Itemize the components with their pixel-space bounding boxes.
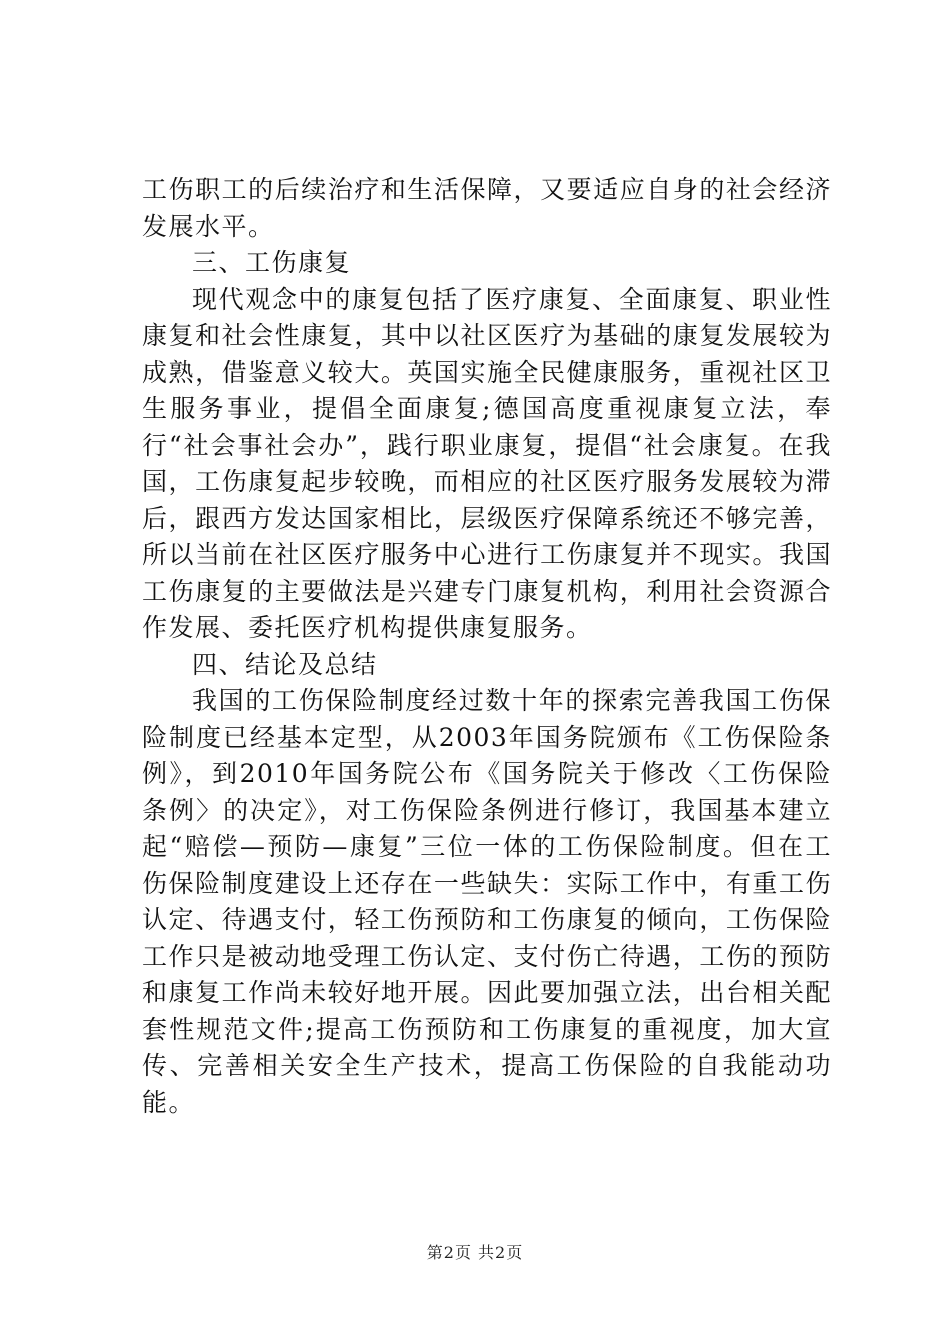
section-heading-conclusion: 四、结论及总结 [192,649,378,679]
page-number-footer: 第2页 共2页 [426,1243,524,1262]
document-body [142,172,832,1121]
paragraph-rehabilitation: 现代观念中的康复包括了医疗康复、全面康复、职业性康复和社会性康复，其中以社区医疗为基础的康复发展较为成熟，借鉴意义较大。英国实施全民健康服务，重视社区卫生服务事业，提倡全面康复;德国高度重视康复立法，奉行“社会事社会办”，践行职业康复，提倡“社会康复。在我国，工伤康复起步较晚，而相应的社区医疗服务发展较为滞后，跟西方发达国家相比，层级医疗保障系统还不够完善，所以当前在社区医疗服务中心进行工伤康复并不现实。我国工伤康复的主要做法是兴建专门康复机构，利用社会资源合作发展、委托医疗机构提供康复服务。 [142,284,832,642]
section-heading-rehabilitation: 三、工伤康复 [192,248,352,277]
paragraph-conclusion: 我国的工伤保险制度经过数十年的探索完善我国工伤保险制度已经基本定型，从2003年国务院颁布《工伤保险条例》，到2010年国务院公布《国务院关于修改〈工伤保险条例〉的决定》，对工伤保险条例进行修订，我国基本建立起“赔偿—预防—康复”三位一体的工伤保险制度。但在工伤保险制度建设上还存在一些缺失：实际工作中，有重工伤认定、待遇支付，轻工伤预防和工伤康复的倾向，工伤保险工作只是被动地受理工伤认定、支付伤亡待遇，工伤的预防和康复工作尚未较好地开展。因此要加强立法，出台相关配套性规范文件;提高工伤预防和工伤康复的重视度，加大宣传、完善相关安全生产技术，提高工伤保险的自我能动功能。 [142,686,832,1117]
paragraph-continuation: 工伤职工的后续治疗和生活保障，又要适应自身的社会经济发展水平。 [142,175,832,241]
